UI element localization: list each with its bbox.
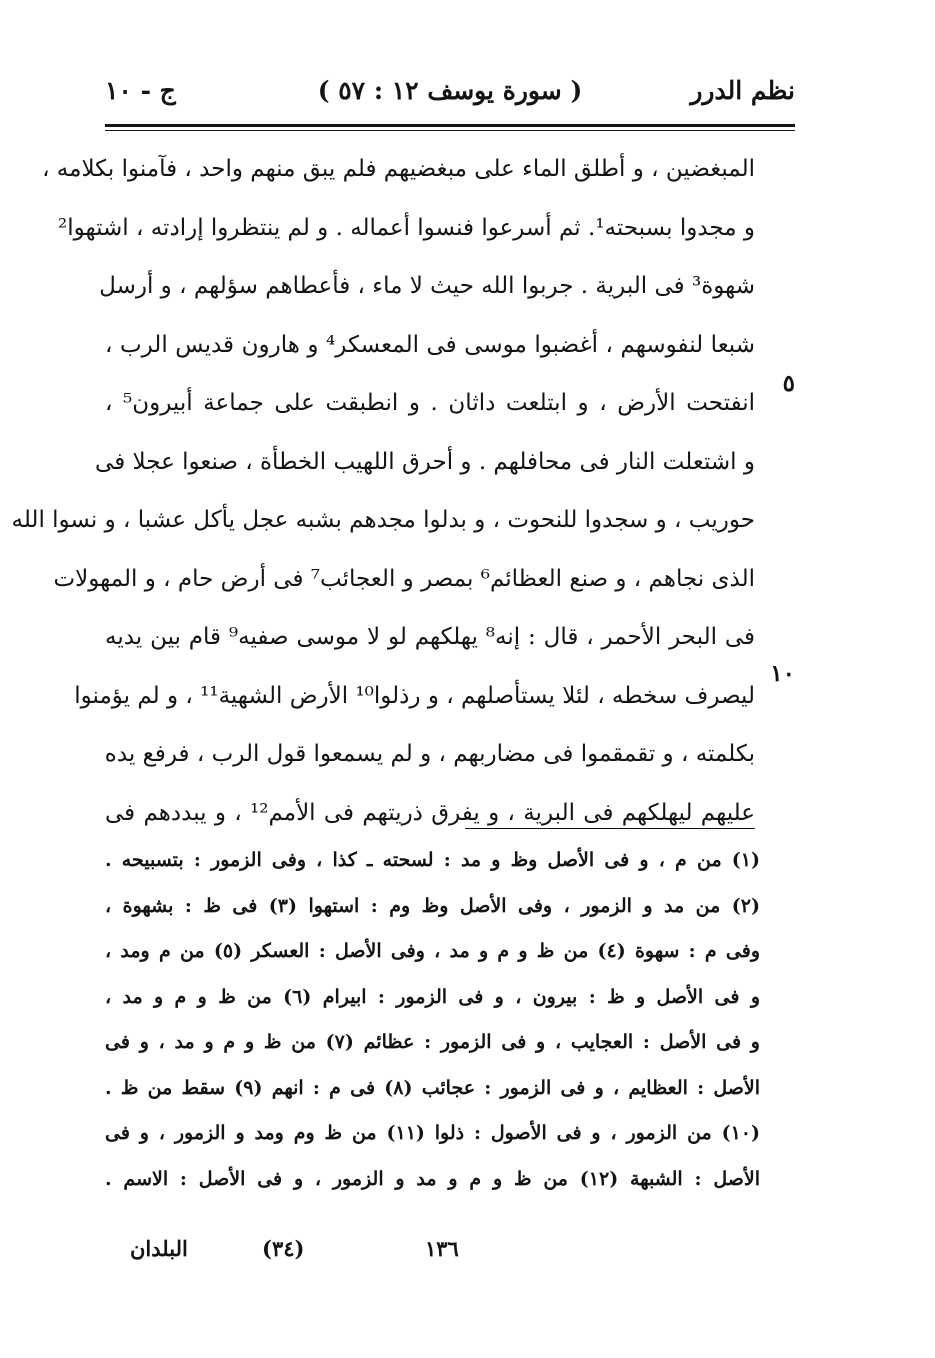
catchword: البلدان	[130, 1236, 188, 1261]
footnote-line: (٢) من مد و الزمور ، وفى الأصل وظ وم : استهوا (٣) فى ظ : بشهوة ،	[105, 894, 761, 917]
volume-label: ج - ١٠	[105, 76, 176, 105]
footnote-line: و فى الأصل : العجايب ، و فى الزمور : عظائم (٧) من ظ و م و مد ، و فى	[105, 1031, 760, 1053]
text-line: انفتحت الأرض ، و ابتلعت داثان . و انطبقت على جماعة أبيرون⁵ ،	[105, 390, 755, 416]
text-line: بكلمته ، و تقمقموا فى مضاربهم ، و لم يسمعوا قول الرب ، فرفع يده	[104, 741, 755, 767]
text-line: عليهم ليهلكهم فى البرية ، و يفرق ذريتهم فى الأمم¹² ، و يبددهم فى	[105, 799, 755, 826]
text-line: شهوة³ فى البرية . جربوا الله حيث لا ماء ، فأعطاهم سؤلهم ، و أرسل	[99, 273, 755, 299]
text-line: شبعا لنفوسهم ، أغضبوا موسى فى المعسكر⁴ و هارون قديس الرب ،	[105, 331, 755, 358]
header-rule-thin	[105, 130, 795, 131]
footnote-line: و فى الأصل و ظ : بيرون ، و فى الزمور : ابيرام (٦) من ظ و م و مد ،	[105, 985, 760, 1008]
main-text-block	[11, 140, 755, 842]
text-line: و اشتعلت النار فى محافلهم . و أحرق اللهيب الخطأة ، صنعوا عجلا فى	[95, 448, 755, 475]
line-number-5: ٥	[782, 370, 795, 397]
surah-reference: ( سورة يوسف ١٢ : ٥٧ )	[317, 76, 583, 105]
footnote-line: الأصل : الشبهة (١٢) من ظ و م و مد و الزمور ، و فى الأصل : الاسم .	[105, 1167, 760, 1190]
footnote-line: (١) من م ، و فى الأصل وظ و مد : لسحته ـ كذا ، وفى الزمور : بتسبيحه .	[105, 849, 760, 871]
footnote-separator	[465, 828, 755, 829]
header-rule-thick	[105, 124, 795, 127]
footnote-line: (١٠) من الزمور ، و فى الأصول : ذلوا (١١) من ظ وم ومد و الزمور ، و فى	[105, 1122, 761, 1144]
line-number-10: ١٠	[770, 660, 795, 687]
book-title: نظم الدرر	[690, 76, 795, 105]
text-line: ليصرف سخطه ، لئلا يستأصلهم ، و رذلوا¹⁰ الأرض الشهية¹¹ ، و لم يؤمنوا	[74, 682, 755, 709]
text-line: المبغضين ، و أطلق الماء على مبغضيهم فلم يبق منهم واحد ، فآمنوا بكلامه ،	[42, 156, 755, 182]
page-header	[105, 70, 795, 116]
text-line: حوريب ، و سجدوا للنحوت ، و بدلوا مجدهم بشبه عجل يأكل عشبا ، و نسوا الله	[11, 507, 755, 533]
signature-mark: (٣٤)	[262, 1236, 305, 1261]
footnote-line: وفى م : سهوة (٤) من ظ و م و مد ، وفى الأصل : العسكر (٥) من م ومد ،	[105, 940, 761, 962]
footnotes-block	[105, 838, 760, 1202]
text-line: الذى نجاهم ، و صنع العظائم⁶ بمصر و العجائب⁷ فى أرض حام ، و المهولات	[53, 565, 755, 592]
footnote-line: الأصل : العظايم ، و فى الزمور : عجائب (٨) فى م : انهم (٩) سقط من ظ .	[105, 1076, 760, 1099]
text-line: و مجدوا بسبحته¹. ثم أسرعوا فنسوا أعماله . و لم ينتظروا إرادته ، اشتهوا²	[57, 214, 755, 241]
text-line: فى البحر الأحمر ، قال : إنه⁸ يهلكهم لو لا موسى صفيه⁹ قام بين يديه	[105, 624, 755, 650]
page-number: ١٣٦	[425, 1236, 459, 1261]
